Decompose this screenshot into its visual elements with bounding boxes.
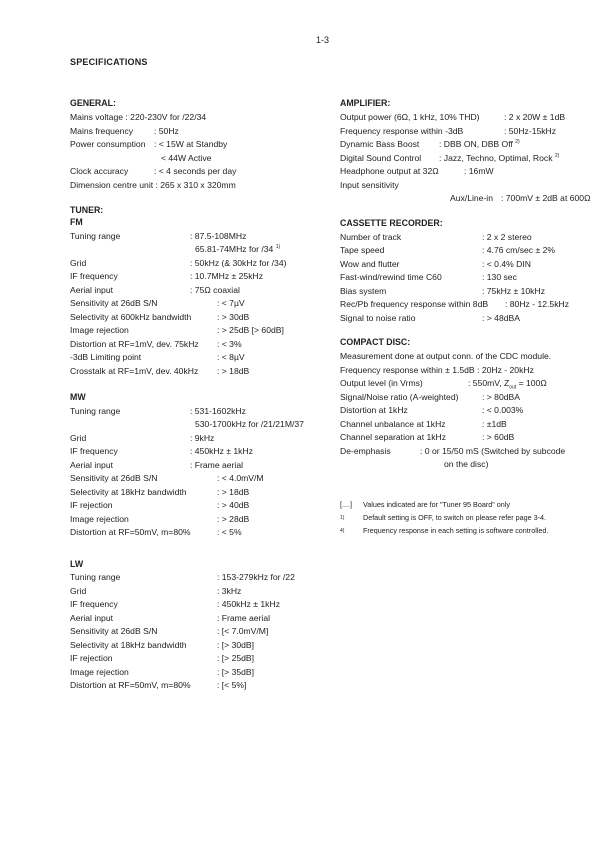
footnote-text: Values indicated are for "Tuner 95 Board" only bbox=[363, 500, 510, 509]
spec-row bbox=[70, 138, 332, 152]
spec-value: : 50kHz (& 30kHz for /34) bbox=[190, 257, 287, 268]
spec-value: : 9kHz bbox=[190, 432, 215, 443]
spec-value: : 550mV, Z bbox=[468, 378, 510, 388]
spec-value: : > 18dB bbox=[217, 486, 250, 497]
spec-label: Distortion at 1kHz bbox=[340, 405, 408, 415]
spec-row bbox=[70, 418, 332, 432]
spec-value: : 50Hz bbox=[154, 125, 179, 136]
page-title: SPECIFICATIONS bbox=[70, 57, 148, 67]
cassette-heading: CASSETTE RECORDER: bbox=[340, 217, 443, 228]
spec-value: : Jazz, Techno, Optimal, Rock bbox=[439, 152, 553, 163]
spec-value: : 450kHz ± 1kHz bbox=[190, 446, 253, 456]
spec-row bbox=[340, 285, 580, 299]
spec-label: Tuning range bbox=[70, 405, 121, 416]
spec-row bbox=[340, 458, 580, 472]
spec-row bbox=[340, 231, 580, 245]
fm-heading: FM bbox=[70, 217, 83, 227]
spec-row bbox=[340, 258, 580, 272]
footnote-mark: 2) bbox=[515, 139, 520, 146]
spec-row bbox=[340, 179, 580, 193]
spec-row bbox=[70, 513, 332, 527]
spec-row bbox=[340, 404, 580, 418]
spec-value: : > 28dB bbox=[217, 513, 250, 524]
spec-value: : 80Hz - 12.5kHz bbox=[505, 299, 569, 309]
spec-row bbox=[340, 165, 580, 179]
spec-row bbox=[340, 312, 580, 326]
spec-text: Measurement done at output conn. of the CDC module. bbox=[340, 351, 552, 361]
spec-value: : [> 25dB] bbox=[217, 653, 255, 663]
footnote-mark: 1) bbox=[275, 244, 281, 251]
spec-value: : 2 x 20W ± 1dB bbox=[504, 112, 566, 122]
spec-value: : 531-1602kHz bbox=[190, 405, 246, 416]
spec-value: : < 4.0mV/M bbox=[217, 473, 264, 483]
footnotes bbox=[340, 500, 585, 539]
spec-value: : < 5% bbox=[217, 527, 242, 537]
spec-row bbox=[70, 297, 332, 311]
spec-label: Distortion at RF=50mV, m=80% bbox=[70, 680, 191, 690]
spec-value: on the disc) bbox=[444, 459, 489, 469]
spec-value: : 16mW bbox=[464, 166, 494, 176]
footnote bbox=[340, 526, 585, 539]
spec-row bbox=[340, 111, 580, 125]
spec-value: : > 30dB bbox=[217, 311, 250, 322]
spec-label: Signal to noise ratio bbox=[340, 312, 416, 323]
spec-value: : < 0.4% DIN bbox=[482, 258, 531, 269]
spec-text: Frequency response within ± 1.5dB : 20Hz - 20kHz bbox=[340, 364, 534, 375]
spec-value: : 10.7MHz ± 25kHz bbox=[190, 271, 264, 281]
spec-label: Distortion at RF=1mV, dev. 75kHz bbox=[70, 338, 199, 349]
spec-row bbox=[70, 445, 332, 459]
spec-label: Number of track bbox=[340, 231, 402, 242]
spec-label: Sensitivity at 26dB S/N bbox=[70, 626, 158, 636]
spec-row bbox=[70, 652, 332, 666]
spec-label: Crosstalk at RF=1mV, dev. 40kHz bbox=[70, 365, 199, 376]
lw-heading: LW bbox=[70, 558, 84, 569]
spec-value: : 0 or 15/50 mS (Switched by subcode bbox=[420, 445, 566, 456]
cd-heading: COMPACT DISC: bbox=[340, 337, 411, 347]
spec-label: Aerial input bbox=[70, 459, 113, 470]
spec-row bbox=[70, 230, 332, 244]
spec-label: Image rejection bbox=[70, 513, 129, 524]
spec-row bbox=[340, 152, 580, 166]
spec-label: IF rejection bbox=[70, 500, 113, 510]
spec-label: Selectivity at 18kHz bandwidth bbox=[70, 486, 187, 497]
spec-value: < 44W Active bbox=[161, 152, 212, 163]
spec-value: : < 3% bbox=[217, 338, 242, 349]
left-column bbox=[70, 97, 332, 693]
spec-label: Grid bbox=[70, 432, 87, 443]
spec-value: = 100Ω bbox=[516, 378, 547, 388]
spec-label: Sensitivity at 26dB S/N bbox=[70, 298, 158, 308]
spec-row bbox=[340, 298, 580, 312]
spec-row bbox=[340, 350, 580, 364]
spec-row bbox=[70, 472, 332, 486]
spec-row bbox=[70, 499, 332, 513]
spec-label: IF frequency bbox=[70, 446, 118, 456]
general-heading: GENERAL: bbox=[70, 98, 116, 108]
spec-value: : 4.76 cm/sec ± 2% bbox=[482, 245, 556, 255]
spec-value: : Frame aerial bbox=[217, 612, 271, 623]
tuner-heading: TUNER: bbox=[70, 205, 104, 215]
spec-row bbox=[70, 243, 332, 257]
spec-value: : 153-279kHz for /22 bbox=[217, 572, 295, 582]
spec-label: Power consumption bbox=[70, 139, 146, 149]
spec-value: : Frame aerial bbox=[190, 459, 244, 470]
spec-label: Digital Sound Control bbox=[340, 152, 422, 163]
spec-value: 65.81-74MHz for /34 bbox=[195, 244, 274, 254]
spec-row bbox=[70, 179, 332, 193]
spec-row bbox=[340, 244, 580, 258]
footnote-text: Frequency response in each setting is software controlled. bbox=[363, 526, 549, 535]
spec-value: : > 60dB bbox=[482, 432, 515, 442]
spec-row bbox=[70, 311, 332, 325]
spec-row bbox=[70, 432, 332, 446]
spec-label: Headphone output at 32Ω bbox=[340, 166, 439, 176]
spec-row bbox=[70, 625, 332, 639]
spec-label: Output level (in Vrms) bbox=[340, 378, 423, 388]
spec-text: Mains voltage : 220-230V for /22/34 bbox=[70, 112, 207, 122]
spec-value: : 130 sec bbox=[482, 272, 517, 282]
spec-value: : > 18dB bbox=[217, 365, 250, 376]
spec-label: Wow and flutter bbox=[340, 258, 400, 269]
spec-row bbox=[70, 639, 332, 653]
spec-label: Channel separation at 1kHz bbox=[340, 432, 447, 442]
spec-row bbox=[70, 111, 332, 125]
spec-value: : < 4 seconds per day bbox=[154, 166, 237, 176]
spec-label: Input sensitivity bbox=[340, 179, 399, 190]
spec-row bbox=[70, 351, 332, 365]
spec-value: : > 25dB [> 60dB] bbox=[217, 325, 284, 335]
spec-value: : [> 30dB] bbox=[217, 639, 255, 650]
spec-value: : [< 7.0mV/M] bbox=[217, 626, 269, 636]
amplifier-heading: AMPLIFIER: bbox=[340, 98, 391, 108]
spec-row bbox=[340, 391, 580, 405]
spec-label: Image rejection bbox=[70, 666, 129, 677]
spec-row bbox=[70, 365, 332, 379]
spec-row bbox=[70, 526, 332, 540]
spec-row bbox=[70, 585, 332, 599]
spec-label: Aux/Line-in bbox=[450, 193, 493, 203]
spec-value: : < 15W at Standby bbox=[154, 139, 228, 149]
spec-value: : < 7µV bbox=[217, 298, 245, 308]
spec-label: Aerial input bbox=[70, 284, 113, 295]
spec-value: : 75kHz ± 10kHz bbox=[482, 285, 545, 296]
spec-value: : [> 35dB] bbox=[217, 666, 255, 677]
spec-label: -3dB Limiting point bbox=[70, 352, 142, 362]
spec-value: : DBB ON, DBB Off bbox=[439, 139, 513, 149]
spec-label: Grid bbox=[70, 585, 87, 596]
spec-label: De-emphasis bbox=[340, 445, 391, 456]
spec-value: : < 8µV bbox=[217, 352, 245, 362]
right-column bbox=[340, 97, 591, 472]
footnote bbox=[340, 513, 585, 526]
spec-value: : ±1dB bbox=[482, 418, 507, 429]
spec-label: Clock accuracy bbox=[70, 166, 129, 176]
spec-row bbox=[70, 666, 332, 680]
spec-row bbox=[340, 445, 580, 459]
spec-row bbox=[340, 364, 580, 378]
spec-value: : > 80dBA bbox=[482, 391, 520, 402]
spec-row bbox=[70, 270, 332, 284]
spec-label: IF frequency bbox=[70, 271, 118, 281]
spec-label: IF frequency bbox=[70, 599, 118, 609]
spec-label: Channel unbalance at 1kHz bbox=[340, 418, 446, 429]
spec-label: Selectivity at 18kHz bandwidth bbox=[70, 639, 187, 650]
footnote-key: [....] bbox=[340, 500, 352, 509]
spec-label: Fast-wind/rewind time C60 bbox=[340, 272, 442, 282]
spec-value: : 75Ω coaxial bbox=[190, 284, 240, 295]
spec-row bbox=[70, 612, 332, 626]
spec-value: : 87.5-108MHz bbox=[190, 230, 247, 241]
spec-value: : > 48dBA bbox=[482, 312, 520, 323]
spec-label: Sensitivity at 26dB S/N bbox=[70, 473, 158, 483]
spec-row bbox=[70, 338, 332, 352]
spec-row bbox=[340, 138, 580, 152]
spec-label: Bias system bbox=[340, 285, 387, 296]
spec-text: Dimension centre unit : 265 x 310 x 320mm bbox=[70, 179, 236, 190]
spec-row bbox=[340, 192, 591, 206]
spec-value: : [< 5%] bbox=[217, 680, 247, 690]
spec-row bbox=[70, 459, 332, 473]
spec-label: Output power (6Ω, 1 kHz, 10% THD) bbox=[340, 112, 480, 122]
spec-label: Signal/Noise ratio (A-weighted) bbox=[340, 391, 459, 402]
spec-value: : < 0.003% bbox=[482, 405, 524, 415]
spec-value: : 3kHz bbox=[217, 585, 242, 596]
spec-label: Grid bbox=[70, 257, 87, 268]
spec-label: Mains frequency bbox=[70, 125, 134, 136]
spec-label: Aerial input bbox=[70, 612, 113, 623]
footnote-mark: 2) bbox=[554, 152, 560, 159]
spec-row bbox=[340, 377, 580, 391]
mw-heading: MW bbox=[70, 392, 86, 402]
spec-label: Frequency response within -3dB bbox=[340, 125, 464, 136]
spec-row bbox=[340, 431, 580, 445]
spec-row bbox=[340, 125, 580, 139]
spec-row bbox=[70, 165, 332, 179]
spec-label: Tape speed bbox=[340, 245, 385, 255]
spec-value: : > 40dB bbox=[217, 500, 250, 510]
spec-label: Distortion at RF=50mV, m=80% bbox=[70, 527, 191, 537]
footnote-text: Default setting is OFF, to switch on please refer page 3-4. bbox=[363, 513, 546, 522]
spec-label: Selectivity at 600kHz bandwidth bbox=[70, 311, 192, 322]
subscript: out bbox=[509, 384, 517, 391]
footnote-key: 4) bbox=[340, 528, 345, 534]
spec-row bbox=[70, 679, 332, 693]
spec-row bbox=[70, 125, 332, 139]
spec-row bbox=[340, 271, 580, 285]
spec-row bbox=[70, 324, 332, 338]
spec-value: : 450kHz ± 1kHz bbox=[217, 599, 280, 609]
spec-row bbox=[70, 257, 332, 271]
page-number: 1-3 bbox=[316, 35, 330, 45]
spec-row bbox=[340, 418, 580, 432]
spec-row bbox=[70, 405, 332, 419]
spec-row bbox=[70, 152, 332, 166]
spec-value: : 50Hz-15kHz bbox=[504, 125, 557, 136]
spec-label: Image rejection bbox=[70, 325, 129, 335]
spec-label: Rec/Pb frequency response within 8dB bbox=[340, 299, 489, 309]
spec-value: : 700mV ± 2dB at 600Ω bbox=[501, 193, 591, 203]
spec-row bbox=[70, 571, 332, 585]
spec-value: : 2 x 2 stereo bbox=[482, 231, 532, 242]
spec-label: IF rejection bbox=[70, 653, 113, 663]
spec-label: Tuning range bbox=[70, 572, 121, 582]
spec-row bbox=[70, 598, 332, 612]
footnote bbox=[340, 500, 585, 513]
spec-label: Tuning range bbox=[70, 230, 121, 241]
spec-value: 530-1700kHz for /21/21M/37 bbox=[195, 419, 304, 429]
spec-row bbox=[70, 284, 332, 298]
spec-row bbox=[70, 486, 332, 500]
footnote-key: 1) bbox=[340, 515, 345, 521]
spec-label: Dynamic Bass Boost bbox=[340, 139, 420, 149]
